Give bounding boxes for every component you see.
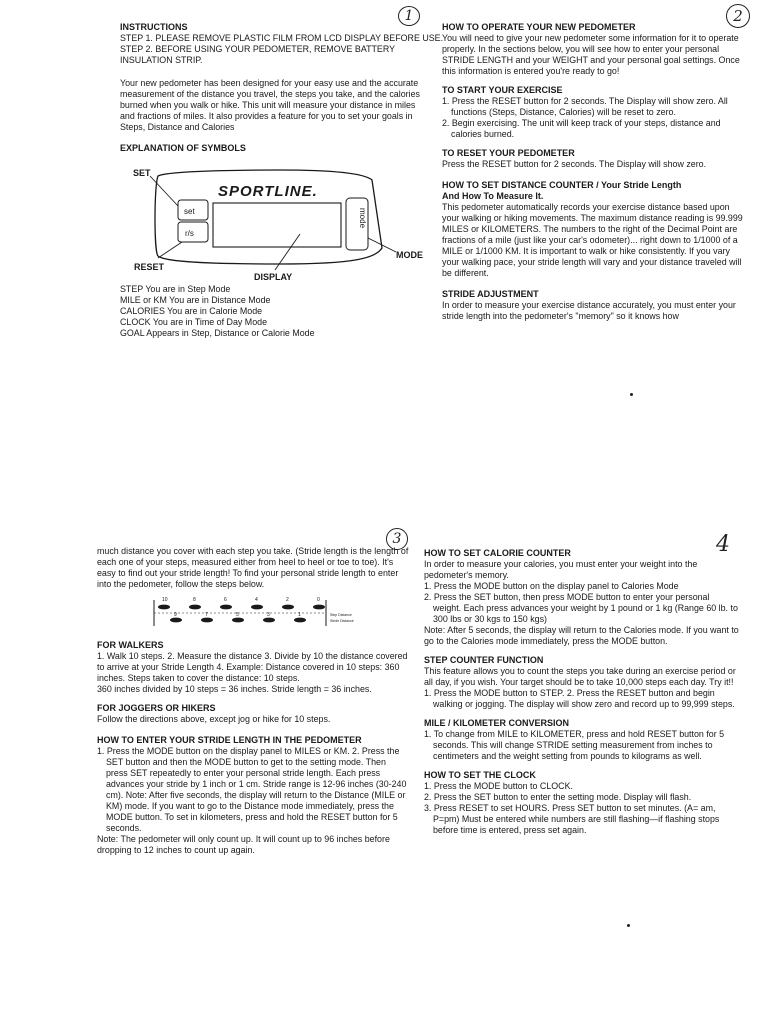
footprints-bottom	[170, 612, 306, 622]
joggers-title: FOR JOGGERS OR HIKERS	[97, 703, 216, 713]
bottom-left-section	[97, 640, 409, 856]
distance-text: This pedometer automatically records your exercise distance based upon your walking or hiking movements. The maximum distance reading is 99.999 MILES or KILOMETERS. The numbers to the right of the Decimal Point are fractions of a mile (just like your car's odometer)... right down to 1/1000 of a MILE or 1/1000 KM. It is important to walk or hike consistently. If you vary your walking pace, your stride length will vary and your distance traveled will be different.	[442, 202, 743, 278]
distance-title: HOW TO SET DISTANCE COUNTER / Your Stride Length	[442, 180, 682, 190]
set-pointer	[150, 176, 178, 206]
enter-stride-note: Note: The pedometer will only count up. It will count up to 96 inches before dropping to 12 inches to count up again.	[97, 834, 390, 855]
calorie-item: 1. Press the MODE button on the display panel to Calories Mode	[424, 581, 679, 591]
step-number: 7	[205, 612, 208, 618]
instruction-step: INSULATION STRIP.	[120, 55, 203, 65]
footprint	[263, 618, 275, 623]
lcd-display	[213, 203, 341, 247]
page-number-1: 1	[398, 6, 420, 26]
calorie-item: 2. Press the SET button, then press MODE button to enter your personal weight. Each press advances your weight by 1 pound or 1 kg (Range 60 lb. to 300 lbs or 30 kgs to 150 kgs)	[424, 592, 738, 624]
instructions-title: INSTRUCTIONS	[120, 22, 188, 32]
step-number: 9	[174, 612, 177, 618]
mode-button-label: mode	[358, 208, 367, 229]
footprint	[294, 618, 306, 623]
top-left-section	[120, 22, 444, 154]
step-number: 3	[267, 612, 270, 618]
operate-title: HOW TO OPERATE YOUR NEW PEDOMETER	[442, 22, 636, 32]
step-number: 5	[236, 612, 239, 618]
reset-title: TO RESET YOUR PEDOMETER	[442, 148, 575, 158]
footprint	[189, 605, 201, 610]
bottom-right-section	[424, 548, 740, 836]
reset-text: Press the RESET button for 2 seconds. The Display will show zero.	[442, 159, 707, 169]
instruction-step: STEP 1. PLEASE REMOVE PLASTIC FILM FROM LCD DISPLAY BEFORE USE.	[120, 33, 444, 43]
joggers-text: Follow the directions above, except jog or hike for 10 steps.	[97, 714, 331, 724]
symbol-item: MILE or KM You are in Distance Mode	[120, 295, 271, 305]
distance-title-2: And How To Measure It.	[442, 191, 544, 201]
step-number: 0	[317, 597, 320, 603]
page-number-4: 4	[716, 532, 730, 557]
intro-paragraph: Your new pedometer has been designed for your easy use and the accurate measurement of the distance you travel, the steps you take, and the calories burned when you walk or hike. This unit will measure your distance in miles and fractions of miles. It also provides a feature for you to set your goals in Steps, Distance and Calories	[120, 78, 420, 132]
symbol-item: CLOCK You are in Time of Day Mode	[120, 317, 268, 327]
stride-distance-label: Stride Distance	[330, 619, 354, 623]
walkers-text: 360 inches divided by 10 steps = 36 inches. Stride length = 36 inches.	[97, 684, 372, 694]
step-number: 8	[193, 597, 196, 603]
step-number: 6	[224, 597, 227, 603]
mile-km-item: 1. To change from MILE to KILOMETER, press and hold RESET button for 5 seconds. This will change STRIDE setting measurement from inches to centimeters and the weight setting from pounds to kilograms as well.	[424, 729, 725, 761]
calorie-title: HOW TO SET CALORIE COUNTER	[424, 548, 571, 558]
stride-text: In order to measure your exercise distance accurately, you must enter your stride length into the pedometer's "memory" so it knows how	[442, 300, 736, 321]
step-counter-title: STEP COUNTER FUNCTION	[424, 655, 544, 665]
top-right-section	[442, 22, 748, 322]
step-distance-label: Step Distance	[330, 613, 352, 617]
page-number-2: 2	[726, 4, 750, 28]
footprint	[158, 605, 170, 610]
walkers-title: FOR WALKERS	[97, 640, 164, 650]
symbol-item: GOAL Appears in Step, Distance or Calorie Mode	[120, 328, 315, 338]
footprint	[251, 605, 263, 610]
mile-km-title: MILE / KILOMETER CONVERSION	[424, 718, 570, 728]
enter-stride-item: 1. Press the MODE button on the display panel to MILES or KM. 2. Press the SET button and then the MODE button to get to the setting mode. Then press SET repeatedly to enter your personal stride length. Each press advances your stride by 1 inch or 1 cm. Stride range is 12-96 inches (30-240 cm). Note: After five seconds, the display will return to the Distance (MILE or KM) mode. If you want to go to the Distance mode immediately, press the MODE button. To set in kilometers, press and hold the RESET button for 5 seconds.	[97, 746, 407, 833]
step-number: 4	[255, 597, 258, 603]
instruction-step: STEP 2. BEFORE USING YOUR PEDOMETER, REMOVE BATTERY	[120, 44, 396, 54]
footprint	[313, 605, 325, 610]
reset-pointer	[158, 242, 182, 258]
stride-figure	[150, 596, 370, 630]
clock-item: 1. Press the MODE button to CLOCK.	[424, 781, 573, 791]
clock-item: 2. Press the SET button to enter the setting mode. Display will flash.	[424, 792, 692, 802]
symbol-item: STEP You are in Step Mode	[120, 284, 231, 294]
step-counter-text: This feature allows you to count the steps you take during an exercise period or all day, if you wish. Your target should be to take 10,000 steps each day. Try it!!	[424, 666, 736, 687]
walkers-text: 1. Walk 10 steps. 2. Measure the distance 3. Divide by 10 the distance covered to arrive at your Stride Length 4. Example: Distance covered in 10 steps: 360 inches. Steps taken to cover the distance: 10 steps.	[97, 651, 408, 683]
footprint	[201, 618, 213, 623]
speck-mark	[630, 393, 633, 396]
stride-intro: much distance you cover with each step you take. (Stride length is the length of each one of your steps, measured either from heel to heel or toe to toe). It's easy to find out your stride length! To find your personal stride length to enter into the pedometer, follow the steps below.	[97, 546, 409, 589]
start-title: TO START YOUR EXERCISE	[442, 85, 563, 95]
bottom-left-intro	[97, 546, 409, 590]
enter-stride-title: HOW TO ENTER YOUR STRIDE LENGTH IN THE PEDOMETER	[97, 735, 362, 745]
symbols-title: EXPLANATION OF SYMBOLS	[120, 143, 246, 153]
speck-mark	[627, 924, 630, 927]
page-number-3: 3	[386, 528, 408, 550]
clock-title: HOW TO SET THE CLOCK	[424, 770, 536, 780]
footprint	[170, 618, 182, 623]
step-number: 1	[298, 612, 301, 618]
set-label: SET	[133, 168, 151, 178]
step-number: 2	[286, 597, 289, 603]
pedometer-diagram	[120, 166, 430, 288]
footprints-top	[158, 597, 325, 609]
brand-logo: SPORTLINE.	[218, 183, 318, 200]
reset-button-label: r/s	[185, 229, 194, 238]
footprint	[282, 605, 294, 610]
calorie-intro: In order to measure your calories, you must enter your weight into the pedometer's memory.	[424, 559, 698, 580]
footprint	[220, 605, 232, 610]
display-label: DISPLAY	[254, 272, 293, 282]
start-item: 1. Press the RESET button for 2 seconds. The Display will show zero. All functions (Steps, Distance, Calories) will be reset to zero.	[442, 96, 728, 117]
calorie-note: Note: After 5 seconds, the display will return to the Calories mode. If you want to go to the Calories mode immediately, press the MODE button.	[424, 625, 739, 646]
reset-label: RESET	[134, 262, 165, 272]
symbol-item: CALORIES You are in Calorie Mode	[120, 306, 263, 316]
step-counter-item: 1. Press the MODE button to STEP. 2. Press the RESET button and begin walking or jogging. The display will show zero and record up to 99,999 steps.	[424, 688, 735, 709]
symbols-list	[120, 284, 420, 339]
step-number: 10	[162, 597, 168, 603]
start-item: 2. Begin exercising. The unit will keep track of your steps, distance and calories burned.	[442, 118, 721, 139]
set-button-label: set	[184, 207, 195, 216]
clock-item: 3. Press RESET to set HOURS. Press SET button to set minutes. (A= am, P=pm) Must be entered while numbers are still flashing—if flashing stops before time is entered, press set again.	[424, 803, 720, 835]
footprint	[232, 618, 244, 623]
mode-label: MODE	[396, 250, 423, 260]
mode-pointer	[368, 238, 396, 252]
stride-title: STRIDE ADJUSTMENT	[442, 289, 539, 299]
operate-intro: You will need to give your new pedometer some information for it to operate properly. In the sections below, you will see how to enter your personal STRIDE LENGTH and your WEIGHT and your personal goal settings. Once this information is entered you're ready to go!	[442, 33, 740, 76]
